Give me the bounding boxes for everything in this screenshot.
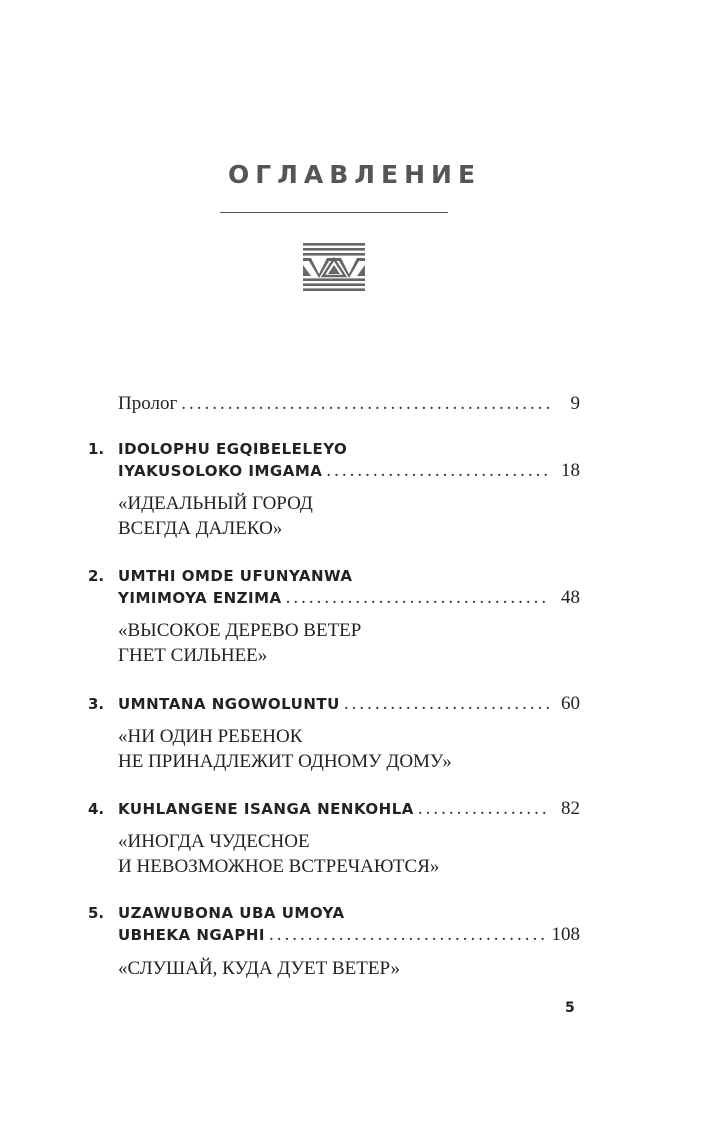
toc-entry-chapter-1[interactable] (88, 437, 580, 547)
chapter-subtitle-line-2: И НЕВОЗМОЖНОЕ ВСТРЕЧАЮТСЯ» (118, 856, 440, 877)
chapter-subtitle-line-2: ВСЕГДА ДАЛЕКО» (118, 518, 283, 539)
toc-entry-prologue[interactable] (88, 392, 580, 416)
chapter-title-line-1: UZAWUBONA UBA UMOYA (118, 904, 345, 922)
leader-dots (418, 797, 550, 821)
toc-heading: ОГЛАВЛЕНИЕ (227, 160, 482, 189)
chapter-subtitle-line-1: «ИДЕАЛЬНЫЙ ГОРОД (118, 493, 313, 514)
toc-entry-chapter-3[interactable] (88, 692, 580, 778)
chapter-title-line-2 (118, 586, 580, 610)
leader-dots (286, 586, 550, 610)
leader-dots (326, 459, 550, 483)
chapter-subtitle-line-1: «НИ ОДИН РЕБЕНОК (118, 726, 303, 747)
chapter-title-text: YIMIMOYA ENZIMA (118, 589, 282, 607)
leader-dots (344, 692, 550, 716)
chapter-subtitle-line-1: «СЛУШАЙ, КУДА ДУЕТ ВЕТЕР» (118, 958, 401, 979)
chapter-subtitle-line-1: «ВЫСОКОЕ ДЕРЕВО ВЕТЕР (118, 620, 362, 641)
chapter-number: 5. (88, 904, 105, 922)
chapter-number: 3. (88, 695, 105, 713)
page-number: 108 (551, 924, 580, 945)
chapter-number: 2. (88, 567, 105, 585)
leader-dots (269, 923, 546, 947)
chapter-title-line-2 (118, 923, 580, 947)
chapter-title-line-1: UMTHI OMDE UFUNYANWA (118, 567, 353, 585)
leader-dots (181, 392, 550, 416)
toc-entry-chapter-5[interactable] (88, 901, 580, 985)
chapter-title-text: IYAKUSOLOKO IMGAMA (118, 462, 323, 480)
chapter-title-text: UBHEKA NGAPHI (118, 926, 265, 944)
chapter-title-line-1: IDOLOPHU EGQIBELELEYO (118, 440, 348, 458)
prologue-line (118, 392, 580, 416)
toc-entry-chapter-2[interactable] (88, 564, 580, 674)
chapter-number: 4. (88, 800, 105, 818)
page-number: 18 (561, 460, 580, 481)
page-number: 48 (561, 587, 580, 608)
page-number: 60 (561, 693, 580, 714)
chapter-number: 1. (88, 440, 105, 458)
chapter-subtitle-line-2: НЕ ПРИНАДЛЕЖИТ ОДНОМУ ДОМУ» (118, 751, 452, 772)
toc-entry-chapter-4[interactable] (88, 797, 580, 883)
chapter-title-line-2 (118, 459, 580, 483)
prologue-label: Пролог (118, 393, 178, 414)
chapter-title-text: UMNTANA NGOWOLUNTU (118, 695, 340, 713)
chapter-subtitle-line-2: ГНЕТ СИЛЬНЕЕ» (118, 645, 268, 666)
chapter-title-text: KUHLANGENE ISANGA NENKOHLA (118, 800, 414, 818)
chapter-title-line-1 (118, 692, 580, 716)
chapter-title-line-1 (118, 797, 580, 821)
page-folio: 5 (565, 1000, 575, 1016)
page-number: 9 (570, 393, 580, 414)
page-number: 82 (561, 798, 580, 819)
chapter-subtitle-line-1: «ИНОГДА ЧУДЕСНОЕ (118, 831, 310, 852)
